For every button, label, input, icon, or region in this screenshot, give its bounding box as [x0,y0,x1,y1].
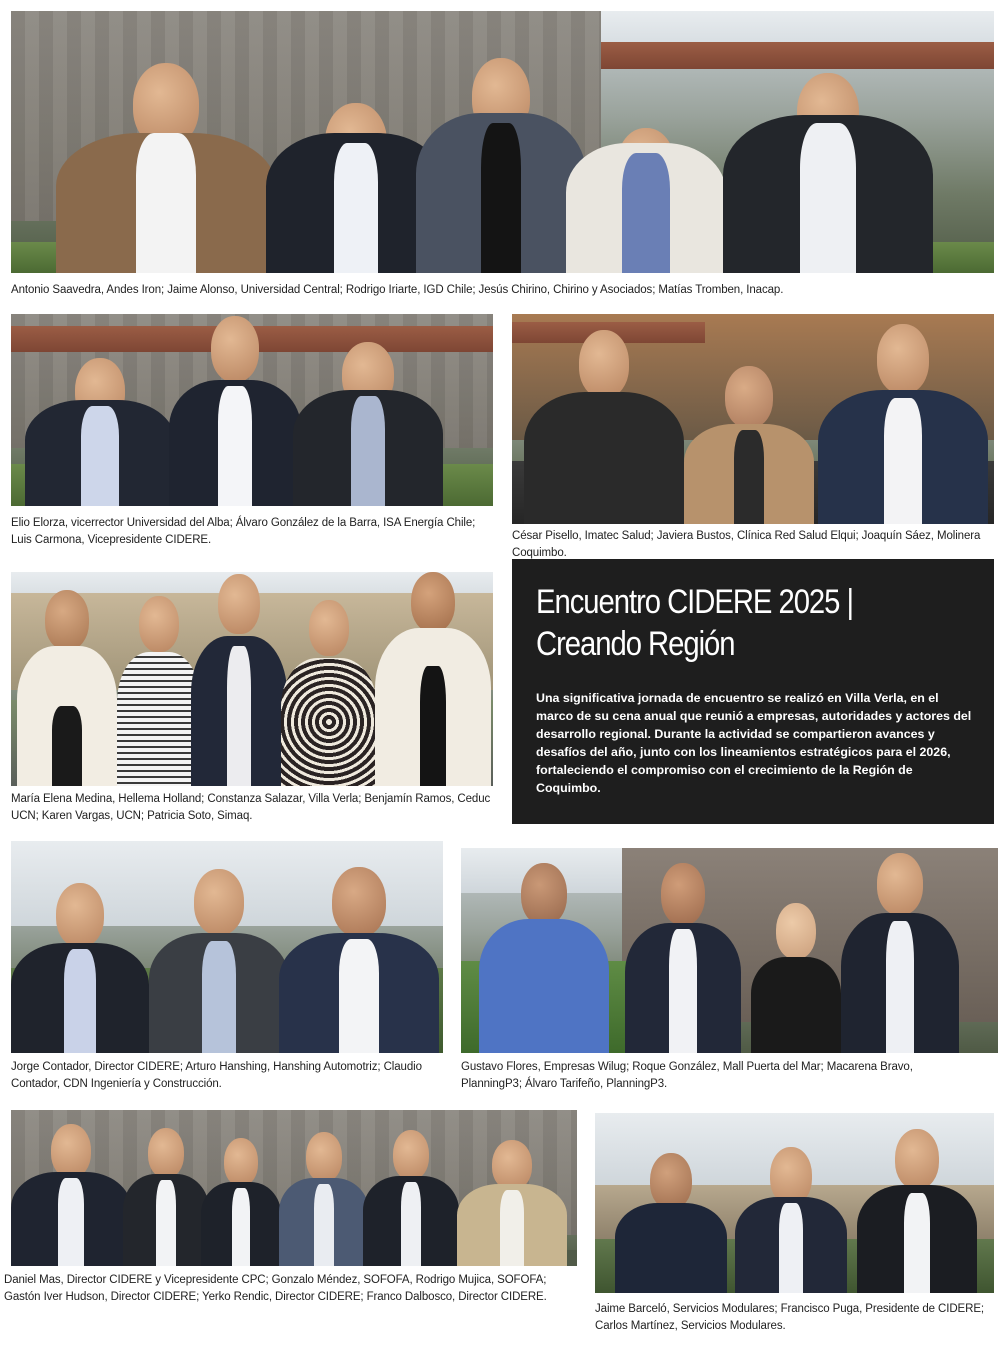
photo-group-4 [11,572,493,786]
photo-caption: María Elena Medina, Hellema Holland; Constanza Salazar, Villa Verla; Benjamín Ramos, Ceduc UCN; Karen Vargas, UCN; Patricia Soto, Simaq. [11,793,491,822]
photo-group-7 [11,1110,577,1266]
photo-caption: César Pisello, Imatec Salud; Javiera Bustos, Clínica Red Salud Elqui; Joaquín Sáez, Molinera Coquimbo. [512,530,981,559]
photo-group-2 [11,314,493,506]
photo-group-6 [461,848,998,1053]
photo-group-5 [11,841,443,1053]
article-info-box [512,559,994,824]
photo-caption: Elio Elorza, vicerrector Universidad del Alba; Álvaro González de la Barra, ISA Energía Chile; Luis Carmona, Vicepresidente CIDERE. [11,517,476,546]
article-title: Encuentro CIDERE 2025 | Creando Región [536,583,854,663]
photo-caption: Jaime Barceló, Servicios Modulares; Francisco Puga, Presidente de CIDERE; Carlos Martínez, Servicios Modulares. [595,1303,984,1332]
photo-caption: Daniel Mas, Director CIDERE y Vicepresidente CPC; Gonzalo Méndez, SOFOFA, Rodrigo Mujica, SOFOFA; Gastón Iver Hudson, Director CIDERE; Yerko Rendic, Director CIDERE; Franco Dalbosco, Director CIDERE. [4,1274,547,1303]
photo-group-8 [595,1113,994,1293]
photo-caption: Gustavo Flores, Empresas Wilug; Roque González, Mall Puerta del Mar; Macarena Bravo, PlanningP3; Álvaro Tarifeño, PlanningP3. [461,1061,913,1090]
photo-group-3 [512,314,994,524]
photo-caption: Jorge Contador, Director CIDERE; Arturo Hanshing, Hanshing Automotriz; Claudio Contador, CDN Ingeniería y Construcción. [11,1061,422,1090]
article-body: Una significativa jornada de encuentro se realizó en Villa Verla, en el marco de su cena anual que reunió a empresas, autoridades y actores del desarrollo regional. Durante la actividad se compartieron avances y desafíos del año, junto con los lineamientos estratégicos para el 2026, fortaleciendo el compromiso con el crecimiento de la Región de Coquimbo. [536,691,972,795]
photo-caption: Antonio Saavedra, Andes Iron; Jaime Alonso, Universidad Central; Rodrigo Iriarte, IGD Chile; Jesús Chirino, Chirino y Asociados; Matías Tromben, Inacap. [11,284,784,296]
photo-group-1 [11,11,994,273]
